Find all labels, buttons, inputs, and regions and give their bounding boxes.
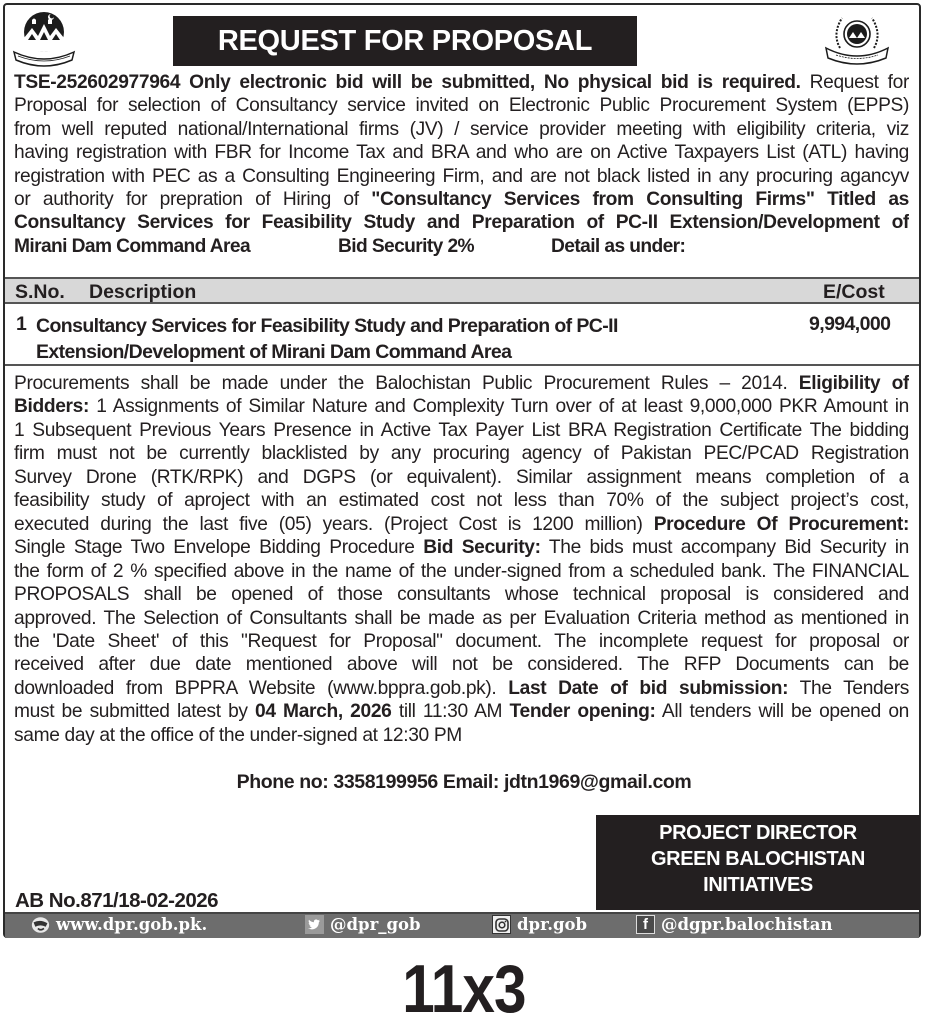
bid-security: Bid Security 2% bbox=[338, 235, 475, 257]
globe-icon bbox=[31, 915, 50, 934]
terms-text: the 'Date Sheet' of this "Request for Proposal" document. The incomplete request for proposal or bbox=[14, 630, 909, 652]
footer-instagram[interactable] bbox=[492, 915, 587, 934]
signatory-title: PROJECT DIRECTOR bbox=[659, 822, 857, 844]
signature-block bbox=[596, 815, 920, 910]
column-header-cost: E/Cost bbox=[823, 281, 885, 303]
terms-text: the form of 2 % specified above in the name of the under-signed from a scheduled bank. The FINANCIAL bbox=[14, 560, 909, 582]
intro-line bbox=[14, 188, 909, 211]
intro-line: from well reputed national/International firms (JV) / service provider meeting with eligibility criteria, viz bbox=[14, 118, 909, 140]
terms-text: executed during the last five (05) years. (Project Cost is 1200 million) bbox=[14, 513, 654, 535]
terms-line bbox=[14, 560, 909, 583]
terms-text: feasibility study of aproject with an estimated cost not less than 70% of the subject project’s cost, bbox=[14, 490, 909, 512]
terms-line bbox=[14, 513, 909, 536]
terms-text: All tenders will be opened on bbox=[655, 701, 909, 723]
terms-heading: Tender opening: bbox=[509, 701, 656, 723]
intro-line bbox=[14, 71, 909, 94]
terms-heading: Procedure Of Procurement: bbox=[653, 513, 909, 535]
terms-line bbox=[14, 466, 909, 489]
website-link[interactable]: www.dpr.gob.pk. bbox=[56, 915, 208, 934]
table-header bbox=[5, 277, 919, 304]
terms-line bbox=[14, 630, 909, 653]
terms-text: Single Stage Two Envelope Bidding Procedure bbox=[14, 537, 424, 559]
terms-line bbox=[14, 372, 909, 395]
column-header-description: Description bbox=[89, 281, 197, 303]
terms-text: The Tenders bbox=[788, 677, 909, 699]
footer-facebook[interactable] bbox=[636, 915, 832, 934]
terms-line bbox=[14, 583, 909, 606]
terms-heading: 04 March, 2026 bbox=[255, 701, 392, 723]
terms-text: same day at the office of the under-signed at 12:30 PM bbox=[14, 724, 462, 746]
intro-text: or authority for prepration of Hiring of bbox=[14, 189, 372, 211]
assignment-title: Consultancy Services for Feasibility Study and Preparation of PC-II Extension/Development of bbox=[14, 212, 909, 234]
instagram-handle[interactable]: dpr.gob bbox=[517, 915, 588, 934]
terms-text: must be submitted latest by bbox=[14, 701, 256, 723]
terms-text: downloaded from BPPRA Website (www.bppra.gob.pk). bbox=[14, 677, 509, 699]
intro-line: Proposal for selection of Consultancy service invited on Electronic Public Procurement System (EPPS) bbox=[14, 95, 909, 117]
intro-line: having registration with FBR for Income Tax and BRA and who are on Active Taxpayers List (ATL) having bbox=[14, 142, 909, 164]
signatory-organization: GREEN BALOCHISTAN bbox=[651, 848, 865, 870]
row-cost: 9,994,000 bbox=[809, 313, 891, 335]
detail-label: Detail as under: bbox=[551, 235, 686, 257]
terms-text: Survey Drone (RTK/RPK) and DGPS (or equivalent). Similar assignment means completion of a bbox=[14, 466, 909, 488]
intro-summary-line bbox=[14, 235, 909, 258]
terms-heading: Bid Security: bbox=[423, 537, 541, 559]
terms-text: approved. The Selection of Consultants shall be made as per Evaluation Criteria method as mentioned in bbox=[14, 607, 909, 629]
footer-twitter[interactable] bbox=[305, 915, 421, 934]
contact-info: Phone no: 3358199956 Email: jdtn1969@gmail.com bbox=[236, 771, 692, 793]
department-emblem-right-logo bbox=[822, 8, 892, 70]
terms-paragraph bbox=[14, 372, 909, 747]
terms-heading: Bidders: bbox=[14, 396, 90, 418]
terms-text: The bids must accompany Bid Security in bbox=[540, 537, 909, 559]
row-description: Consultancy Services for Feasibility Study and Preparation of PC-II Extension/Development of Mirani Dam Command Area bbox=[36, 315, 618, 363]
terms-line bbox=[14, 536, 909, 559]
intro-line bbox=[14, 211, 909, 234]
terms-line bbox=[14, 442, 909, 465]
terms-line bbox=[14, 677, 909, 700]
terms-line bbox=[14, 724, 909, 747]
twitter-handle[interactable]: @dpr_gob bbox=[330, 915, 421, 934]
advertisement-number: AB No.871/18-02-2026 bbox=[15, 889, 219, 912]
footer-bar bbox=[5, 912, 919, 938]
terms-line bbox=[14, 489, 909, 512]
intro-text: Request for bbox=[800, 72, 909, 93]
facebook-icon: f bbox=[636, 915, 655, 934]
terms-line bbox=[14, 700, 909, 723]
terms-heading: Eligibility of bbox=[798, 373, 909, 394]
instagram-icon bbox=[492, 915, 511, 934]
terms-heading: Last Date of bid submission: bbox=[508, 677, 789, 699]
twitter-icon bbox=[305, 915, 324, 934]
balochistan-emblem-left-logo bbox=[10, 8, 78, 70]
terms-text: Procurements shall be made under the Balochistan Public Procurement Rules – 2014. bbox=[14, 373, 799, 394]
page-title: REQUEST FOR PROPOSAL bbox=[173, 16, 637, 66]
signatory-organization-cont: INITIATIVES bbox=[703, 874, 813, 896]
intro-paragraph bbox=[14, 71, 909, 258]
tender-id-notice: TSE-252602977964 Only electronic bid will be submitted, No physical bid is required. bbox=[14, 72, 801, 93]
assignment-name: "Consultancy Services from Consulting Firms" Titled as bbox=[371, 189, 909, 211]
footer-website[interactable] bbox=[31, 915, 207, 934]
table-row bbox=[5, 304, 919, 366]
terms-text: 1 Subsequent Previous Years Presence in Active Tax Payer List BRA Registration Certificate The bidding bbox=[14, 419, 909, 441]
terms-line bbox=[14, 419, 909, 442]
terms-line bbox=[14, 653, 909, 676]
terms-text: firm must not be currently blacklisted by any procuring agency of Pakistan PEC/PCAD Registration bbox=[14, 443, 909, 465]
terms-text: PROPOSALS shall be opened of those consultants whose technical proposal is considered and bbox=[14, 584, 909, 606]
ad-size-label: 11x3 bbox=[402, 951, 526, 1027]
row-sno: 1 bbox=[16, 313, 27, 335]
terms-line bbox=[14, 607, 909, 630]
terms-line bbox=[14, 395, 909, 418]
intro-line: registration with PEC as a Consulting Engineering Firm, and are not black listed in any procuring agancyv bbox=[14, 165, 909, 187]
terms-text: received after due date mentioned above will not be considered. The RFP Documents can be bbox=[14, 654, 909, 676]
column-header-sno: S.No. bbox=[15, 281, 65, 303]
terms-text: till 11:30 AM bbox=[391, 701, 510, 723]
terms-text: 1 Assignments of Similar Nature and Complexity Turn over of at least 9,000,000 PKR Amount in bbox=[89, 396, 909, 418]
project-area: Mirani Dam Command Area bbox=[14, 235, 251, 257]
facebook-handle[interactable]: @dgpr.balochistan bbox=[661, 915, 833, 934]
